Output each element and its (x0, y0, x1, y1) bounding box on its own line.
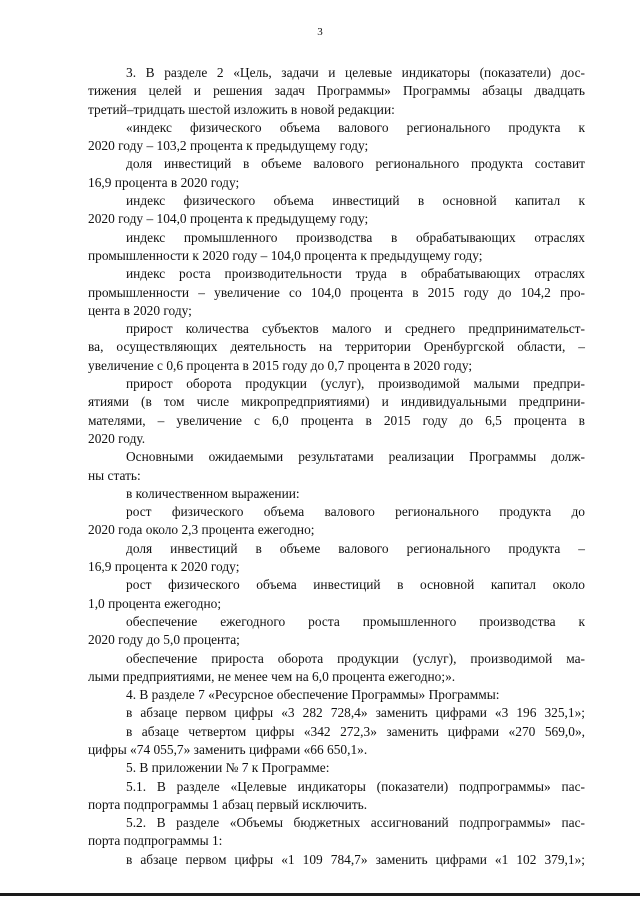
text-line: 2020 года около 2,3 процента ежегодно; (88, 522, 315, 538)
text-line: 2020 году до 5,0 процента; (88, 632, 240, 648)
text-line: 16,9 процента в 2020 году; (88, 174, 240, 190)
text-line: цента в 2020 году; (88, 302, 192, 318)
text-line: порта подпрограммы 1 абзац первый исключить. (88, 796, 368, 812)
text-line: доля инвестиций в объеме валового регионального продукта составит (126, 156, 585, 172)
text-line: ны стать: (88, 467, 141, 483)
text-line: прирост количества субъектов малого и среднего предпринимательст- (126, 321, 585, 337)
text-line: 1,0 процента ежегодно; (88, 595, 222, 611)
text-line: в количественном выражении: (126, 485, 300, 501)
text-line: третий–тридцать шестой изложить в новой редакции: (88, 101, 395, 117)
text-line: ва, осуществляющих деятельность на территории Оренбургской области, – (88, 339, 585, 355)
document-body (88, 64, 585, 869)
text-line: индекс промышленного производства в обрабатывающих отраслях (126, 229, 585, 245)
text-line: 2020 году. (88, 430, 146, 446)
text-line: 2020 году – 104,0 процента к предыдущему году; (88, 211, 369, 227)
text-line: Основными ожидаемыми результатами реализации Программы долж- (126, 449, 585, 465)
text-line: лыми предприятиями, не менее чем на 6,0 процента ежегодно;». (88, 668, 456, 684)
text-line: в абзаце первом цифры «1 109 784,7» заменить цифрами «1 102 379,1»; (126, 851, 585, 867)
text-line: увеличение с 0,6 процента в 2015 году до 0,7 процента в 2020 году; (88, 357, 473, 373)
text-line: 5. В приложении № 7 к Программе: (126, 760, 330, 776)
text-line: 3. В разделе 2 «Цель, задачи и целевые индикаторы (показатели) дос- (126, 65, 585, 80)
text-line: промышленности к 2020 году – 104,0 процента к предыдущему году; (88, 247, 483, 263)
text-line: цифры «74 055,7» заменить цифрами «66 650,1». (88, 741, 368, 757)
text-line: прирост оборота продукции (услуг), производимой малыми предпри- (126, 376, 585, 392)
text-line: обеспечение прироста оборота продукции (услуг), производимой ма- (126, 650, 585, 666)
text-line: в абзаце первом цифры «3 282 728,4» заменить цифрами «3 196 325,1»; (126, 705, 585, 721)
text-line: порта подпрограммы 1: (88, 833, 223, 849)
text-line: доля инвестиций в объеме валового регионального продукта – (126, 540, 585, 556)
text-line: мателями, – увеличение с 6,0 процента в 2015 году до 6,5 процента в (88, 412, 585, 428)
text-line: индекс физического объема инвестиций в основной капитал к (126, 193, 585, 209)
text-line: 16,9 процента к 2020 году; (88, 559, 240, 575)
text-line: 2020 году – 103,2 процента к предыдущему году; (88, 138, 369, 154)
text-line: 5.1. В разделе «Целевые индикаторы (показатели) подпрограммы» пас- (126, 778, 585, 794)
text-line: индекс роста производительности труда в обрабатывающих отраслях (126, 266, 585, 282)
page-bottom-rule (0, 893, 640, 896)
text-line: рост физического объема валового регионального продукта до (126, 504, 585, 520)
text-line: в абзаце четвертом цифры «342 272,3» заменить цифрами «270 569,0», (126, 723, 585, 739)
text-line: 4. В разделе 7 «Ресурсное обеспечение Программы» Программы: (126, 687, 500, 703)
text-line: тижения целей и решения задач Программы» Программы абзацы двадцать (88, 83, 585, 99)
text-line: «индекс физического объема валового регионального продукта к (126, 119, 585, 135)
text-line: 5.2. В разделе «Объемы бюджетных ассигнований подпрограммы» пас- (126, 815, 585, 831)
page-number: 3 (317, 26, 323, 38)
text-line: обеспечение ежегодного роста промышленного производства к (126, 613, 585, 629)
text-line: ятиями (в том числе микропредприятиями) и индивидуальными предприни- (88, 394, 585, 410)
text-line: рост физического объема инвестиций в основной капитал около (126, 577, 585, 593)
text-line: промышленности – увеличение со 104,0 процента в 2015 году до 104,2 про- (88, 284, 585, 300)
